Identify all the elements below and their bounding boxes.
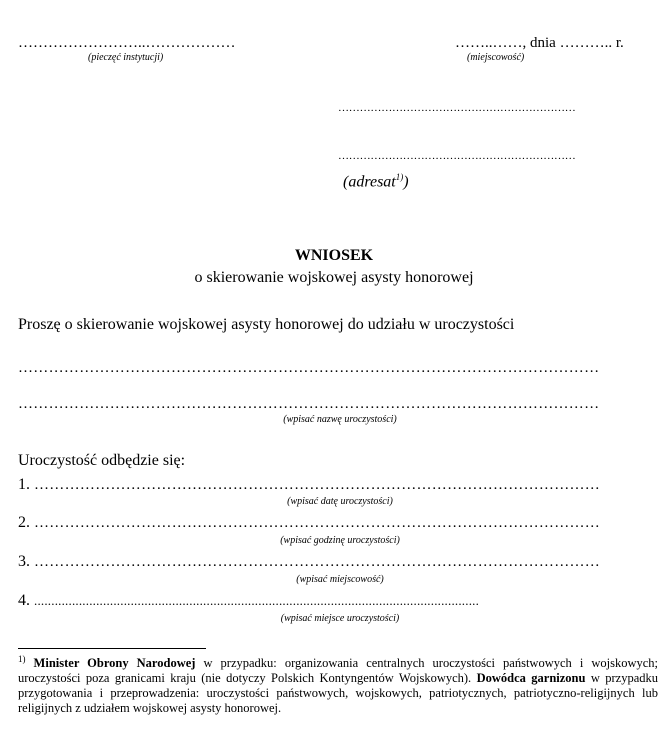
addressee-caption-close: ) [403,173,409,191]
item-date-line[interactable]: ………………………………………………………………………………………………… [34,477,601,493]
ceremony-intro: Uroczystość odbędzie się: [18,452,186,469]
item-venue-line[interactable]: ................................................................................................................................. [34,593,480,608]
footnote [18,652,658,716]
request-text: Proszę o skierowanie wojskowej asysty honorowej do udziału w uroczystości [18,316,515,333]
footnote-text-2: w przypadku przygotowania i przeprowadzenia: uroczystości państwowych, wojskowych, patriotycznych, patriotyczno-religijnych lub religijnych z udziałem wojskowej asysty honorowej. [18,671,659,716]
addressee-caption-text: (adresat [343,173,396,191]
footnote-bold-commander: Dowódca garnizonu [476,671,586,686]
addressee-line-1[interactable]: ………………………………………………………… [338,102,576,114]
item-time-caption: (wpisać godzinę uroczystości) [280,535,400,546]
place-caption: (miejscowość) [467,52,525,63]
item-venue-number: 4. [18,592,30,609]
item-venue-caption: (wpisać miejsce uroczystości) [280,613,400,624]
ceremony-name-line-2[interactable]: …………………………………………………………………………………………………… [18,396,600,412]
item-town-number: 3. [18,553,30,570]
item-date-number: 1. [18,476,30,493]
footnote-text-1: w przypadku: organizowania centralnych uroczystości państwowych i wojskowych; uroczystości poza granicami kraju (nie dotyczy Polskich Kontyngentów Wojskowych). [18,656,658,686]
footnote-ref: 1) [395,172,404,182]
ceremony-name-caption: (wpisać nazwę uroczystości) [283,414,397,425]
item-date-caption: (wpisać datę uroczystości) [287,496,393,507]
document-subtitle: o skierowanie wojskowej asysty honorowej [194,269,474,286]
item-town-line[interactable]: ………………………………………………………………………………………………… [34,554,601,570]
place-date-line[interactable]: ……..……, dnia ……….. r. [455,35,624,51]
document-title: WNIOSEK [294,247,374,264]
item-town-caption: (wpisać miejscowość) [296,574,384,585]
addressee-caption [343,172,409,191]
institution-stamp-caption: (pieczęć instytucji) [88,52,164,63]
item-time-number: 2. [18,514,30,531]
institution-stamp-line[interactable]: ……………………..……………… [18,35,236,51]
footnote-marker: 1) [18,654,26,664]
addressee-line-2[interactable]: ………………………………………………………… [338,150,576,162]
footnote-bold-minister: Minister Obrony Narodowej [33,656,196,671]
ceremony-name-line-1[interactable]: …………………………………………………………………………………………………… [18,360,600,376]
footnote-separator [18,648,206,649]
item-time-line[interactable]: ………………………………………………………………………………………………… [34,515,601,531]
